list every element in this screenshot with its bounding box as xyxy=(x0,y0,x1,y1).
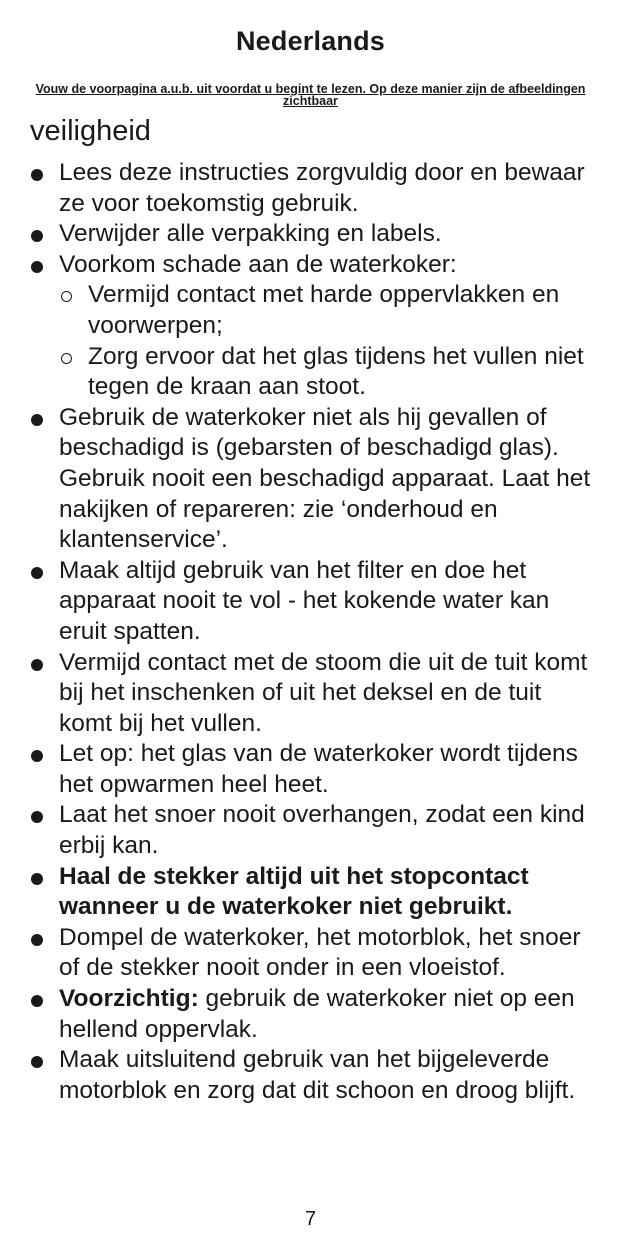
item-text: Vermijd contact met de stoom die uit de tuit komt bij het inschenken of uit het deksel en de tuit komt bij het vullen. xyxy=(59,648,588,737)
item-text: Gebruik de waterkoker niet als hij gevallen of beschadigd is (gebarsten of beschadigd glas). Gebruik nooit een beschadigd apparaat. Laat het nakijken of repareren: zie ‘onderhoud en klantenservice’. xyxy=(59,403,591,554)
list-item xyxy=(30,556,600,648)
sub-item-text: Vermijd contact met harde oppervlakken en voorwerpen; xyxy=(88,281,560,339)
list-item xyxy=(30,403,600,556)
item-text: Verwijder alle verpakking en labels. xyxy=(59,220,442,248)
item-text: Lees deze instructies zorgvuldig door en bewaar ze voor toekomstig gebruik. xyxy=(59,159,585,217)
item-text: Laat het snoer nooit overhangen, zodat een kind erbij kan. xyxy=(59,801,585,860)
item-text: Voorkom schade aan de waterkoker: xyxy=(59,250,457,278)
caution-label: Voorzichtig: xyxy=(59,985,199,1013)
list-item xyxy=(30,984,600,1045)
item-text: Let op: het glas van de waterkoker wordt tijdens het opwarmen heel heet. xyxy=(59,740,578,798)
list-item xyxy=(30,219,600,250)
list-item xyxy=(30,923,600,984)
safety-list xyxy=(30,158,600,1106)
list-item xyxy=(30,250,600,403)
sub-list xyxy=(59,280,600,402)
sub-list-item xyxy=(59,342,600,403)
item-text-bold: Haal de stekker altijd uit het stopcontact wanneer u de waterkoker niet gebruikt. xyxy=(59,862,529,921)
sub-list-item xyxy=(59,280,600,341)
sub-item-text: Zorg ervoor dat het glas tijdens het vullen niet tegen de kraan aan stoot. xyxy=(88,342,584,401)
list-item xyxy=(30,158,600,219)
page-number: 7 xyxy=(304,1208,317,1230)
section-heading: veiligheid xyxy=(30,115,151,147)
list-item-emphasis xyxy=(30,862,600,923)
page-title: Nederlands xyxy=(235,26,386,56)
item-text: gebruik de waterkoker niet op een hellend oppervlak. xyxy=(59,985,575,1043)
item-text: Maak uitsluitend gebruik van het bijgeleverde motorblok en zorg dat dit schoon en droog blijft. xyxy=(59,1046,576,1104)
list-item xyxy=(30,1045,600,1106)
list-item xyxy=(30,739,600,800)
item-text: Maak altijd gebruik van het filter en doe het apparaat nooit te vol - het kokende water kan eruit spatten. xyxy=(59,556,550,645)
list-item xyxy=(30,800,600,861)
item-text: Dompel de waterkoker, het motorblok, het snoer of de stekker nooit onder in een vloeistof. xyxy=(59,923,581,982)
list-item xyxy=(30,648,600,740)
fold-out-notice: Vouw de voorpagina a.u.b. uit voordat u begint te lezen. Op deze manier zijn de afbeeldingen zichtbaar xyxy=(35,82,586,108)
